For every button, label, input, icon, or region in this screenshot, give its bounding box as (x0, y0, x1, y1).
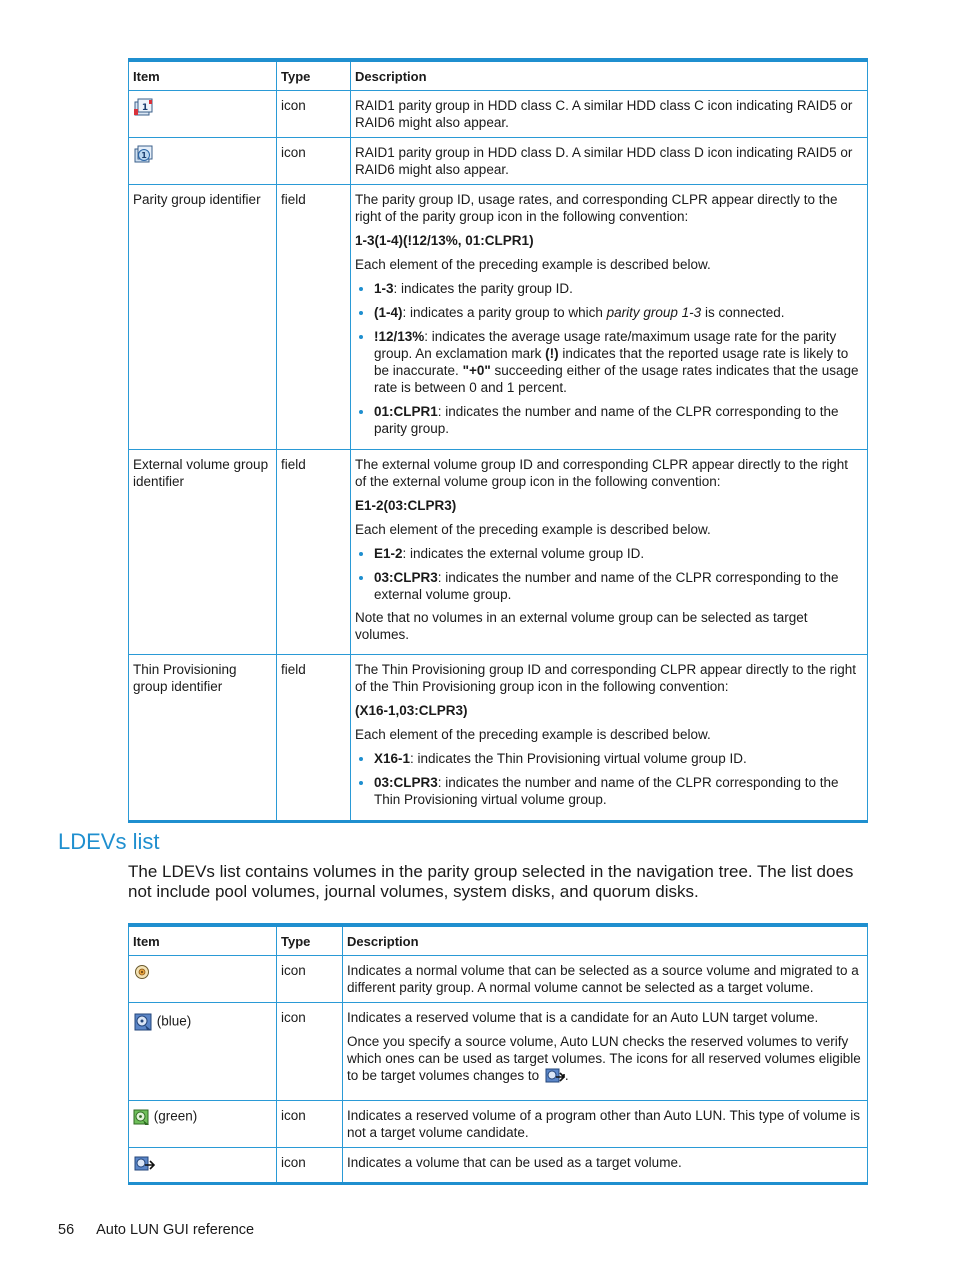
column-header-description: Description (343, 925, 868, 956)
page-footer (58, 1222, 254, 1238)
type-cell: field (277, 185, 351, 450)
reserved-volume-green-icon (133, 1107, 150, 1127)
table-row (129, 138, 868, 185)
column-header-item: Item (129, 60, 277, 91)
type-cell: field (277, 450, 351, 655)
reserved-volume-blue-icon (133, 1012, 153, 1032)
type-cell: icon (277, 138, 351, 185)
type-cell: field (277, 655, 351, 822)
list-item: (1-4): indicates a parity group to which parity group 1-3 is connected. (374, 304, 863, 321)
description-cell: RAID1 parity group in HDD class D. A similar HDD class D icon indicating RAID5 or RAID6 might also appear. (351, 138, 868, 185)
svg-text:1: 1 (141, 103, 149, 113)
description-lead: Each element of the preceding example is described below. (355, 257, 711, 272)
section-title: LDEVs list (58, 829, 160, 854)
convention-example: (X16-1,03:CLPR3) (355, 703, 468, 718)
svg-text:1: 1 (141, 151, 147, 160)
item-cell: Thin Provisioning group identifier (129, 655, 277, 822)
item-cell (129, 1148, 277, 1184)
element-list (355, 545, 863, 603)
table-row (129, 185, 868, 450)
list-item: 03:CLPR3: indicates the number and name of the CLPR corresponding to the Thin Provisioning virtual volume group. (374, 774, 863, 808)
description-note: Note that no volumes in an external volume group can be selected as target volumes. (355, 610, 808, 642)
table-row (129, 1101, 868, 1148)
description-cell: RAID1 parity group in HDD class C. A similar HDD class C icon indicating RAID5 or RAID6 might also appear. (351, 91, 868, 138)
raid1-hdd-class-c-icon (133, 97, 153, 117)
table-header-row (129, 60, 868, 91)
description-cell: Indicates a reserved volume of a program other than Auto LUN. This type of volume is not a target volume candidate. (343, 1101, 868, 1148)
type-cell: icon (277, 1003, 343, 1101)
item-cell (129, 956, 277, 1003)
element-list (355, 280, 863, 437)
parity-group-icons-table (128, 58, 868, 823)
item-cell: Parity group identifier (129, 185, 277, 450)
raid1-hdd-class-d-icon (133, 144, 153, 164)
description-intro: The Thin Provisioning group ID and corresponding CLPR appear directly to the right of the Thin Provisioning group icon in the following convention: (355, 662, 857, 694)
section-intro: The LDEVs list contains volumes in the parity group selected in the navigation tree. The list does not include pool volumes, journal volumes, system disks, and quorum disks. (128, 862, 854, 901)
list-item: 1-3: indicates the parity group ID. (374, 280, 863, 297)
item-cell (129, 138, 277, 185)
table-row (129, 655, 868, 822)
table-row (129, 956, 868, 1003)
list-item: E1-2: indicates the external volume group ID. (374, 545, 863, 562)
list-item: 01:CLPR1: indicates the number and name of the CLPR corresponding to the parity group. (374, 403, 863, 437)
description-lead: Each element of the preceding example is described below. (355, 727, 711, 742)
description-cell (351, 655, 868, 822)
normal-volume-icon (133, 962, 153, 982)
convention-example: 1-3(1-4)(!12/13%, 01:CLPR1) (355, 233, 534, 248)
table-row (129, 450, 868, 655)
list-item: !12/13%: indicates the average usage rate/maximum usage rate for the parity group. An exclamation mark (!) indicates that the reported usage rate is likely to be inaccurate. "+0" succeeding either of the usage rates indicates that the usage rate is between 0 and 1 percent. (374, 328, 863, 396)
target-volume-icon (543, 1067, 565, 1085)
list-item: X16-1: indicates the Thin Provisioning virtual volume group ID. (374, 750, 863, 767)
type-cell: icon (277, 956, 343, 1003)
description-cell (351, 450, 868, 655)
type-cell: icon (277, 1148, 343, 1184)
type-cell: icon (277, 91, 351, 138)
description-intro: The parity group ID, usage rates, and corresponding CLPR appear directly to the right of the parity group icon in the following convention: (355, 192, 838, 224)
type-cell: icon (277, 1101, 343, 1148)
column-header-item: Item (129, 925, 277, 956)
description-cell: Indicates a volume that can be used as a target volume. (343, 1148, 868, 1184)
table-header-row (129, 925, 868, 956)
item-cell (129, 1003, 277, 1101)
footer-title: Auto LUN GUI reference (96, 1222, 255, 1238)
description-cell (343, 1003, 868, 1101)
list-item: 03:CLPR3: indicates the number and name of the CLPR corresponding to the external volume group. (374, 569, 863, 603)
item-cell (129, 91, 277, 138)
item-cell: External volume group identifier (129, 450, 277, 655)
description-line: Once you specify a source volume, Auto LUN checks the reserved volumes to verify which ones can be used as target volumes. The icons for all reserved volumes eligible to be target volumes changes to . (347, 1033, 863, 1085)
target-volume-icon (133, 1154, 155, 1174)
column-header-type: Type (277, 925, 343, 956)
description-intro: The external volume group ID and corresponding CLPR appear directly to the right of the external volume group icon in the following convention: (355, 457, 849, 489)
column-header-type: Type (277, 60, 351, 91)
page-number: 56 (58, 1222, 75, 1238)
icon-color-label: (blue) (153, 1013, 192, 1029)
description-cell: Indicates a normal volume that can be selected as a source volume and migrated to a different parity group. A normal volume cannot be selected as a target volume. (343, 956, 868, 1003)
ldevs-list-icons-table (128, 923, 868, 1185)
element-list (355, 750, 863, 808)
table-row (129, 1003, 868, 1101)
description-cell (351, 185, 868, 450)
column-header-description: Description (351, 60, 868, 91)
description-line: Indicates a reserved volume that is a candidate for an Auto LUN target volume. (347, 1010, 819, 1025)
description-lead: Each element of the preceding example is described below. (355, 522, 711, 537)
table-row (129, 1148, 868, 1184)
table-row (129, 91, 868, 138)
item-cell (129, 1101, 277, 1148)
icon-color-label: (green) (150, 1108, 198, 1124)
convention-example: E1-2(03:CLPR3) (355, 498, 457, 513)
